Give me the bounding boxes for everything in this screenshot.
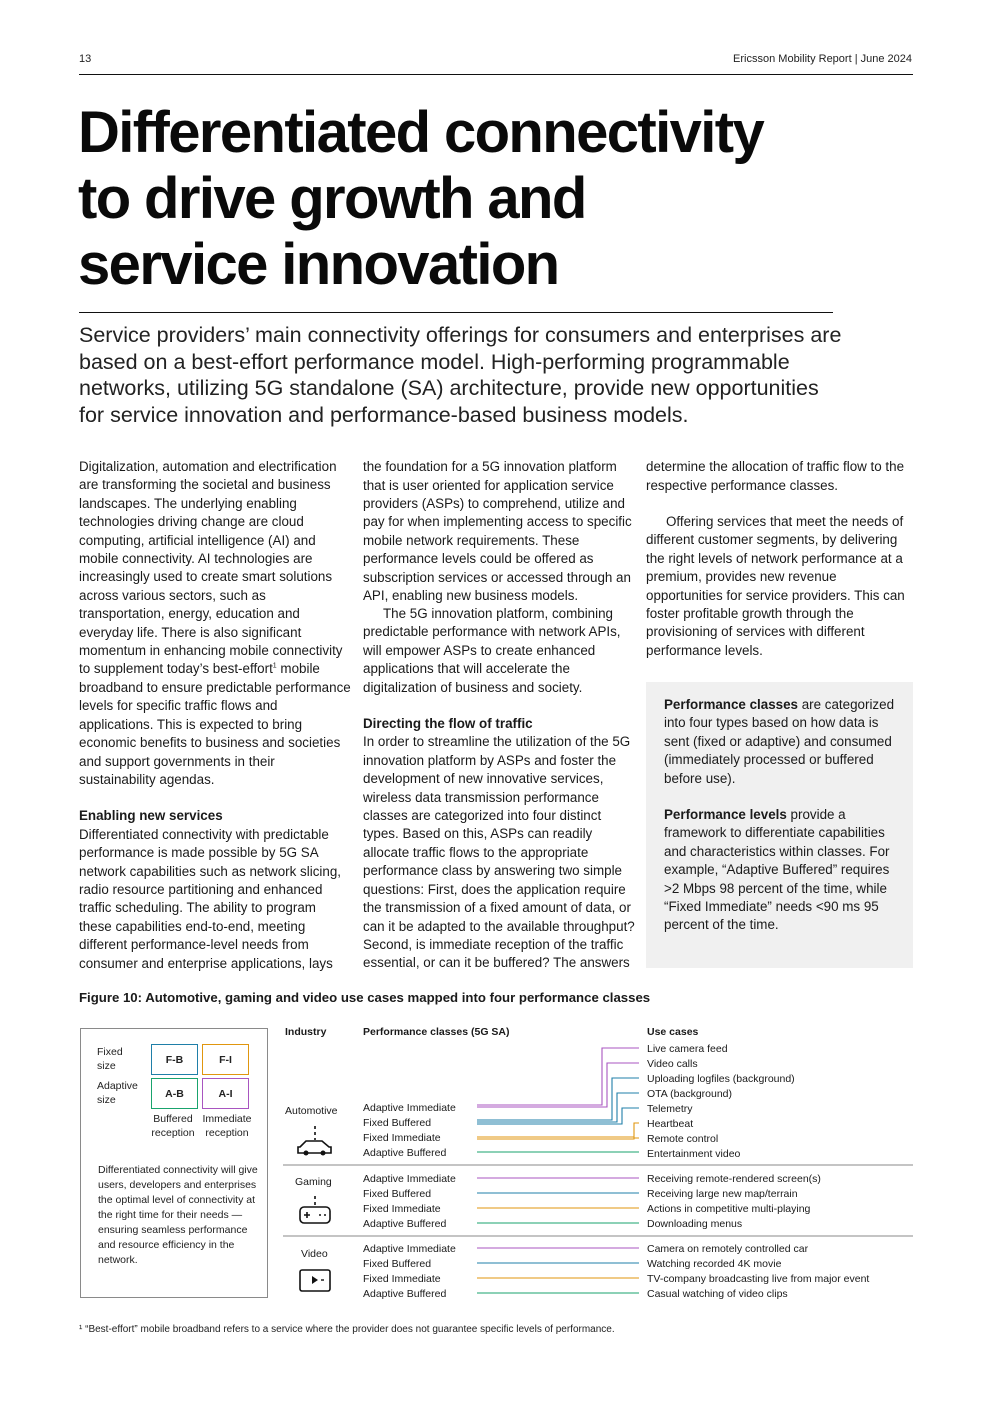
play-icon [312,1276,318,1284]
use-case-label: Uploading logfiles (background) [647,1073,795,1085]
paragraph-text: mobile broadband to ensure predictable performance levels for specific traffic flows and applications. This is expected to bring economic benefits to business and societies and support governments in their sustainability agendas. [79,661,351,787]
heading-directing-traffic: Directing the flow of traffic [363,716,533,732]
header-use-cases: Use cases [647,1026,699,1038]
use-case-label: Watching recorded 4K movie [647,1258,782,1270]
body-column-1 [79,458,351,973]
connector-line [477,1123,639,1137]
title-line-1: Differentiated connectivity [78,100,764,165]
performance-class-label: Fixed Immediate [363,1132,441,1144]
page-number: 13 [79,53,92,65]
performance-class-label: Adaptive Immediate [363,1173,456,1185]
connector-line [477,1048,639,1105]
legend-col-buffered: Buffered reception [151,1113,195,1139]
heading-enabling-new-services: Enabling new services [79,808,223,824]
performance-class-label: Fixed Buffered [363,1258,432,1270]
video-player-icon [300,1270,330,1291]
use-case-label: Actions in competitive multi-playing [647,1203,811,1215]
car-icon [298,1141,331,1153]
connector-line [477,1078,639,1120]
use-case-label: Video calls [647,1058,698,1070]
use-case-label: OTA (background) [647,1088,733,1100]
paragraph-differentiated: Differentiated connectivity with predictable performance is made possible by 5G SA network capabilities such as network slicing, radio resource partitioning and enhanced traffic scheduling. The ability to program these capabilities end-to-end, meeting different performance-level needs from consumer and enterprise applications, lays [79,826,341,971]
industry-label-automotive: Automotive [285,1105,338,1117]
legend-cell-ab: A-B [151,1078,198,1109]
performance-class-label: Adaptive Buffered [363,1218,447,1230]
legend-cell-fi: F-I [202,1044,249,1075]
connector-line [477,1138,639,1139]
performance-class-label: Fixed Buffered [363,1117,432,1129]
paragraph-directing-cont [646,458,914,513]
legend-row-adaptive-size: Adaptive size [97,1080,138,1106]
header-industry: Industry [285,1026,327,1038]
paragraph-innovation-platform: The 5G innovation platform, combining predictable performance with network APIs, will empower ASPs to create enhanced applications that will accelerate the digitalization of business and society. [363,606,621,695]
use-case-label: Receiving large new map/terrain [647,1188,798,1200]
definition-performance-classes [664,696,899,788]
connector-line [477,1063,639,1107]
use-case-label: Camera on remotely controlled car [647,1243,809,1255]
performance-class-label: Fixed Immediate [363,1203,441,1215]
page-title [78,100,838,298]
paragraph-offering-services: Offering services that meet the needs of different customer segments, by delivering the right levels of network performance at a premium, provides new revenue opportunities for service providers. This can foster profitable growth through the provisioning of services with different performance levels. [646,514,905,658]
performance-class-label: Adaptive Immediate [363,1243,456,1255]
use-case-label: TV-company broadcasting live from major event [647,1273,870,1285]
paragraph-text: determine the allocation of traffic flow to the respective performance classes. [646,459,905,493]
use-case-label: Telemetry [647,1103,693,1115]
legend-col-immediate: Immediate reception [202,1113,252,1139]
use-case-label: Entertainment video [647,1148,741,1160]
gamepad-icon [300,1207,330,1223]
performance-class-label: Adaptive Buffered [363,1147,447,1159]
car-wheel-icon [321,1151,326,1156]
performance-class-label: Adaptive Buffered [363,1288,447,1300]
intro-paragraph: Service providers’ main connectivity offerings for consumers and enterprises are based on a best-effort performance model. High-performing programmable networks, utilizing 5G standalone (SA) architecture, provide new opportunities for service innovation and performance-based business models. [79,323,842,427]
term: Performance classes [664,697,798,712]
use-case-label: Remote control [647,1133,719,1145]
performance-class-label: Fixed Immediate [363,1273,441,1285]
car-wheel-icon [304,1151,309,1156]
definitions-box [646,682,913,968]
definition-text: are categorized into four types based on how data is sent (fixed or adaptive) and consumed (immediately processed or buffered before use). [664,697,895,786]
definition-performance-levels [664,806,899,935]
industry-label: Video [301,1248,328,1260]
legend-cell-ai: A-I [202,1078,249,1109]
paragraph-differentiated-cont [363,458,635,605]
gamepad-dpad-icon [304,1212,310,1218]
legend-description: Differentiated connectivity will give users, developers and enterprises the optimal level of connectivity at the right time for their needs — ensuring seamless performance and resource efficiency in the network. [98,1164,258,1266]
legend-row-fixed-size: Fixed size [97,1046,123,1072]
figure-title: Figure 10: Automotive, gaming and video use cases mapped into four performance classes [79,990,651,1005]
use-case-label: Downloading menus [647,1218,743,1230]
paragraph-text: the foundation for a 5G innovation platform that is user oriented for application service providers (ASPs) to comprehend, utilize and pay for when implementing access to specific mobile network requirements. These performance levels could be offered as subscription services or accessed through an API, enabling new business models. [363,459,632,604]
term: Performance levels [664,807,787,823]
performance-class-label: Fixed Buffered [363,1188,432,1200]
legend-cell-fb: F-B [151,1044,198,1075]
paragraph-digitalization [79,458,351,789]
definition-text: provide a framework to differentiate capabilities and characteristics within classes. For example, “Adaptive Buffered” requires >2 Mbps 98 percent of the time, while “Fixed Immediate” needs <90 ms 95 percent of the time. [664,807,890,933]
header-rule [79,74,913,75]
footnote-marker: 1 [272,663,277,670]
industry-label: Gaming [295,1176,332,1188]
paragraph-directing: In order to streamline the utilization of the 5G innovation platform by ASPs and foster the development of new innovative services, wireless data transmission performance classes are categorized into four distinct types. Based on this, ASPs can readily allocate traffic flows to the appropriate performance class by answering two simple questions: First, does the application require the transmission of a fixed amount of data, or can it be adapted to the available throughput? Second, is immediate reception of the traffic essential, or can it be buffered? The answers [363,734,635,971]
figure-legend-box [80,1028,268,1298]
use-case-label: Casual watching of video clips [647,1288,788,1300]
running-header: Ericsson Mobility Report | June 2024 [733,53,912,65]
body-column-3 [646,458,914,660]
paragraph-text: Digitalization, automation and electrification are transforming the societal and business landscapes. The underlying enabling technologies driving change are cloud computing, artificial intelligence (AI) and mobile connectivity. AI technologies are increasingly used to create smart solutions across various sectors, such as transportation, energy, education and everyday life. There is also significant momentum in enhancing mobile connectivity to supplement today’s best-effort [79,459,343,677]
use-case-label: Receiving remote-rendered screen(s) [647,1173,821,1185]
title-line-3: service innovation [78,232,559,297]
connector-line [477,1108,639,1124]
use-case-label: Heartbeat [647,1118,694,1130]
title-rule [79,312,833,313]
body-column-2 [363,458,635,972]
performance-class-label: Adaptive Immediate [363,1102,456,1114]
title-line-2: to drive growth and [78,166,586,231]
header-performance-classes: Performance classes (5G SA) [363,1026,510,1038]
footnote: ¹ “Best-effort” mobile broadband refers to a service where the provider does not guarantee specific levels of performance. [79,1324,615,1335]
connector-line [477,1093,639,1122]
use-case-label: Live camera feed [647,1043,728,1055]
